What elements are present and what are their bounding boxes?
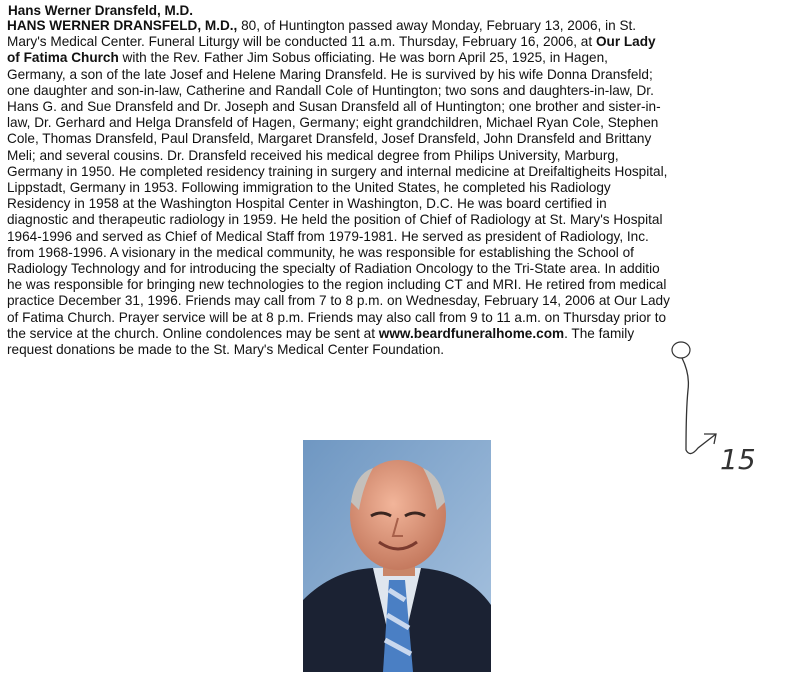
handwritten-annotation [660, 330, 800, 480]
text-segment: Cole, Thomas Dransfeld, Paul Dransfeld, Margaret Dransfeld, Josef Dransfeld, John Dransfeld and Brittany [7, 131, 652, 147]
obituary-line [7, 164, 800, 180]
portrait-photo [303, 440, 491, 672]
text-segment: Lippstadt, Germany in 1953. Following immigration to the United States, he completed his Radiology [7, 180, 611, 196]
text-segment: Germany, a son of the late Josef and Helene Maring Dransfeld. He is survived by his wife Donna Dransfeld; [7, 66, 653, 82]
obituary-line [7, 18, 800, 34]
obituary-line [7, 180, 800, 196]
text-segment: he was responsible for bringing new technologies to the region including CT and MRI. He retired from medical [7, 277, 667, 293]
obituary-line [7, 245, 800, 261]
obituary-line [7, 115, 800, 131]
obituary-line [7, 148, 800, 164]
bold-text: www.beardfuneralhome.com [378, 325, 565, 341]
obituary-line [7, 131, 800, 147]
obituary-line [7, 310, 800, 326]
text-segment: diagnostic and therapeutic radiology in 1959. He held the position of Chief of Radiology at St. Mary's Hospital [7, 212, 663, 228]
obituary-line [7, 67, 800, 83]
text-segment: one daughter and son-in-law, Catherine and Randall Cole of Huntington; two sons and daughters-in-law, Dr. [7, 82, 654, 98]
obituary-line [7, 34, 800, 50]
obituary-line [7, 196, 800, 212]
obituary-heading: Hans Werner Dransfeld, M.D. [8, 3, 194, 18]
bold-text: HANS WERNER DRANSFELD, M.D., [7, 18, 238, 33]
text-segment: Hans G. and Sue Dransfeld and Dr. Joseph and Susan Dransfeld all of Huntington; one brother and sister-in- [7, 99, 661, 115]
text-segment: with the Rev. Father Jim Sobus officiating. He was born April 25, 1925, in Hagen, [118, 50, 608, 66]
text-segment: 80, of Huntington passed away Monday, February 13, 2006, in St. [237, 18, 637, 33]
text-segment: request donations be made to the St. Mary's Medical Center Foundation. [7, 342, 445, 358]
text-segment: Radiology Technology and for introducing the specialty of Radiation Oncology to the Tri-State area. In additio [7, 261, 660, 277]
text-segment: Residency in 1958 at the Washington Hospital Center in Washington, D.C. He was board certified in [7, 196, 607, 212]
obituary-line [7, 99, 800, 115]
text-segment: of Fatima Church. Prayer service will be at 8 p.m. Friends may also call from 9 to 11 a.m. on Thursday prior to [7, 309, 667, 325]
obituary-line [7, 212, 800, 228]
text-segment: the service at the church. Online condolences may be sent at [7, 325, 379, 341]
obituary-line [7, 277, 800, 293]
bold-text: Our Lady [595, 34, 656, 50]
obituary-line [7, 83, 800, 99]
text-segment: . The family [564, 325, 635, 341]
obituary-text [7, 18, 800, 358]
text-segment: 1964-1996 and served as Chief of Medical Staff from 1979-1981. He served as president of Radiology, Inc. [7, 228, 649, 244]
handwritten-number: 15 [720, 443, 756, 476]
obituary-line [7, 293, 800, 309]
text-segment: Mary's Medical Center. Funeral Liturgy will be conducted 11 a.m. Thursday, February 16, 2006, at [7, 34, 596, 50]
text-segment: law, Dr. Gerhard and Helga Dransfeld of Hagen, Germany; eight grandchildren, Michael Ryan Cole, Stephen [7, 115, 659, 131]
text-segment: Meli; and several cousins. Dr. Dransfeld received his medical degree from Philips University, Marburg, [7, 147, 619, 163]
obituary-line [7, 229, 800, 245]
text-segment: Germany in 1950. He completed residency training in surgery and internal medicine at Dreifaltigheits Hospital, [7, 163, 668, 179]
obituary-line [7, 50, 800, 66]
text-segment: from 1968-1996. A visionary in the medical community, he was responsible for establishing the School of [7, 244, 634, 260]
bold-text: of Fatima Church [7, 50, 119, 66]
text-segment: practice December 31, 1996. Friends may call from 7 to 8 p.m. on Wednesday, February 14, 2006 at Our Lady [7, 293, 670, 309]
obituary-line [7, 261, 800, 277]
